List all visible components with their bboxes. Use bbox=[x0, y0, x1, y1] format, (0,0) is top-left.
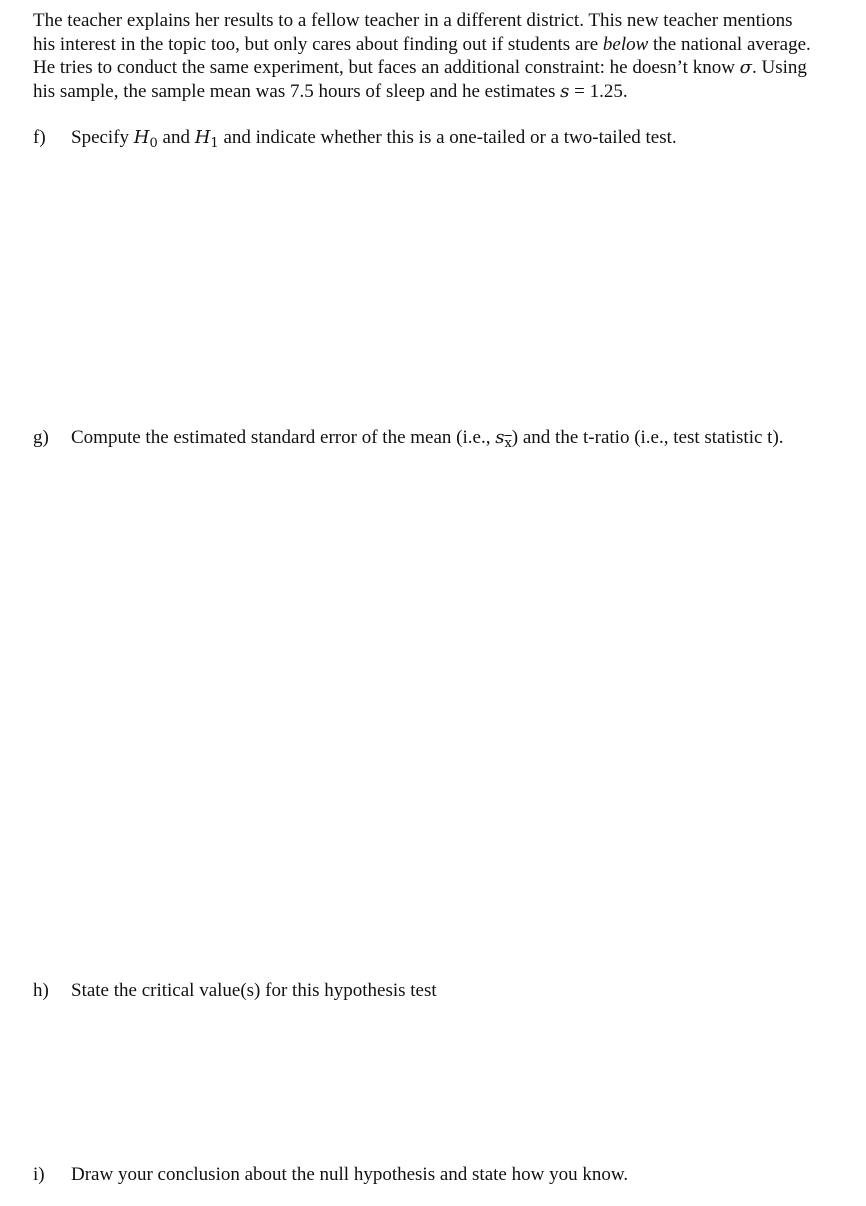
question-i: i) Draw your conclusion about the null hypothesis and state how you know. bbox=[33, 1164, 629, 1185]
question-label: g) bbox=[33, 427, 49, 448]
intro-line-4: his sample, the sample mean was 7.5 hours of sleep and he estimates s = 1.25. bbox=[33, 80, 628, 102]
question-h: h) State the critical value(s) for this hypothesis test bbox=[33, 980, 437, 1001]
emphasis-below: below bbox=[602, 33, 649, 55]
h0-symbol: $H_0$ bbox=[133, 127, 158, 151]
intro-line-2: his interest in the topic too, but only cares about finding out if students are below the national average. bbox=[33, 33, 811, 55]
sigma-symbol: σ bbox=[739, 57, 752, 78]
h1-symbol: $H_1$ bbox=[194, 127, 219, 151]
standard-error-symbol: $s_{\overline{x}}$ bbox=[495, 427, 512, 451]
question-label: f) bbox=[33, 127, 46, 148]
intro-line-1: The teacher explains her results to a fellow teacher in a different district. This new teacher mentions bbox=[33, 10, 793, 31]
question-label: h) bbox=[33, 980, 49, 1001]
intro-line-3: He tries to conduct the same experiment, but faces an additional constraint: he doesn’t know σ. Using bbox=[33, 57, 807, 78]
intro-paragraph bbox=[33, 9, 861, 103]
question-f: f) Specify $H_0$ and $H_1$ and indicate whether this is a one-tailed or a two-tailed test. bbox=[33, 127, 677, 151]
question-label: i) bbox=[33, 1164, 45, 1185]
s-symbol: s bbox=[560, 80, 570, 102]
question-g: g) Compute the estimated standard error of the mean (i.e., $s_{\overline{x}}$) and the t-ratio (i.e., test statistic t). bbox=[33, 427, 784, 451]
